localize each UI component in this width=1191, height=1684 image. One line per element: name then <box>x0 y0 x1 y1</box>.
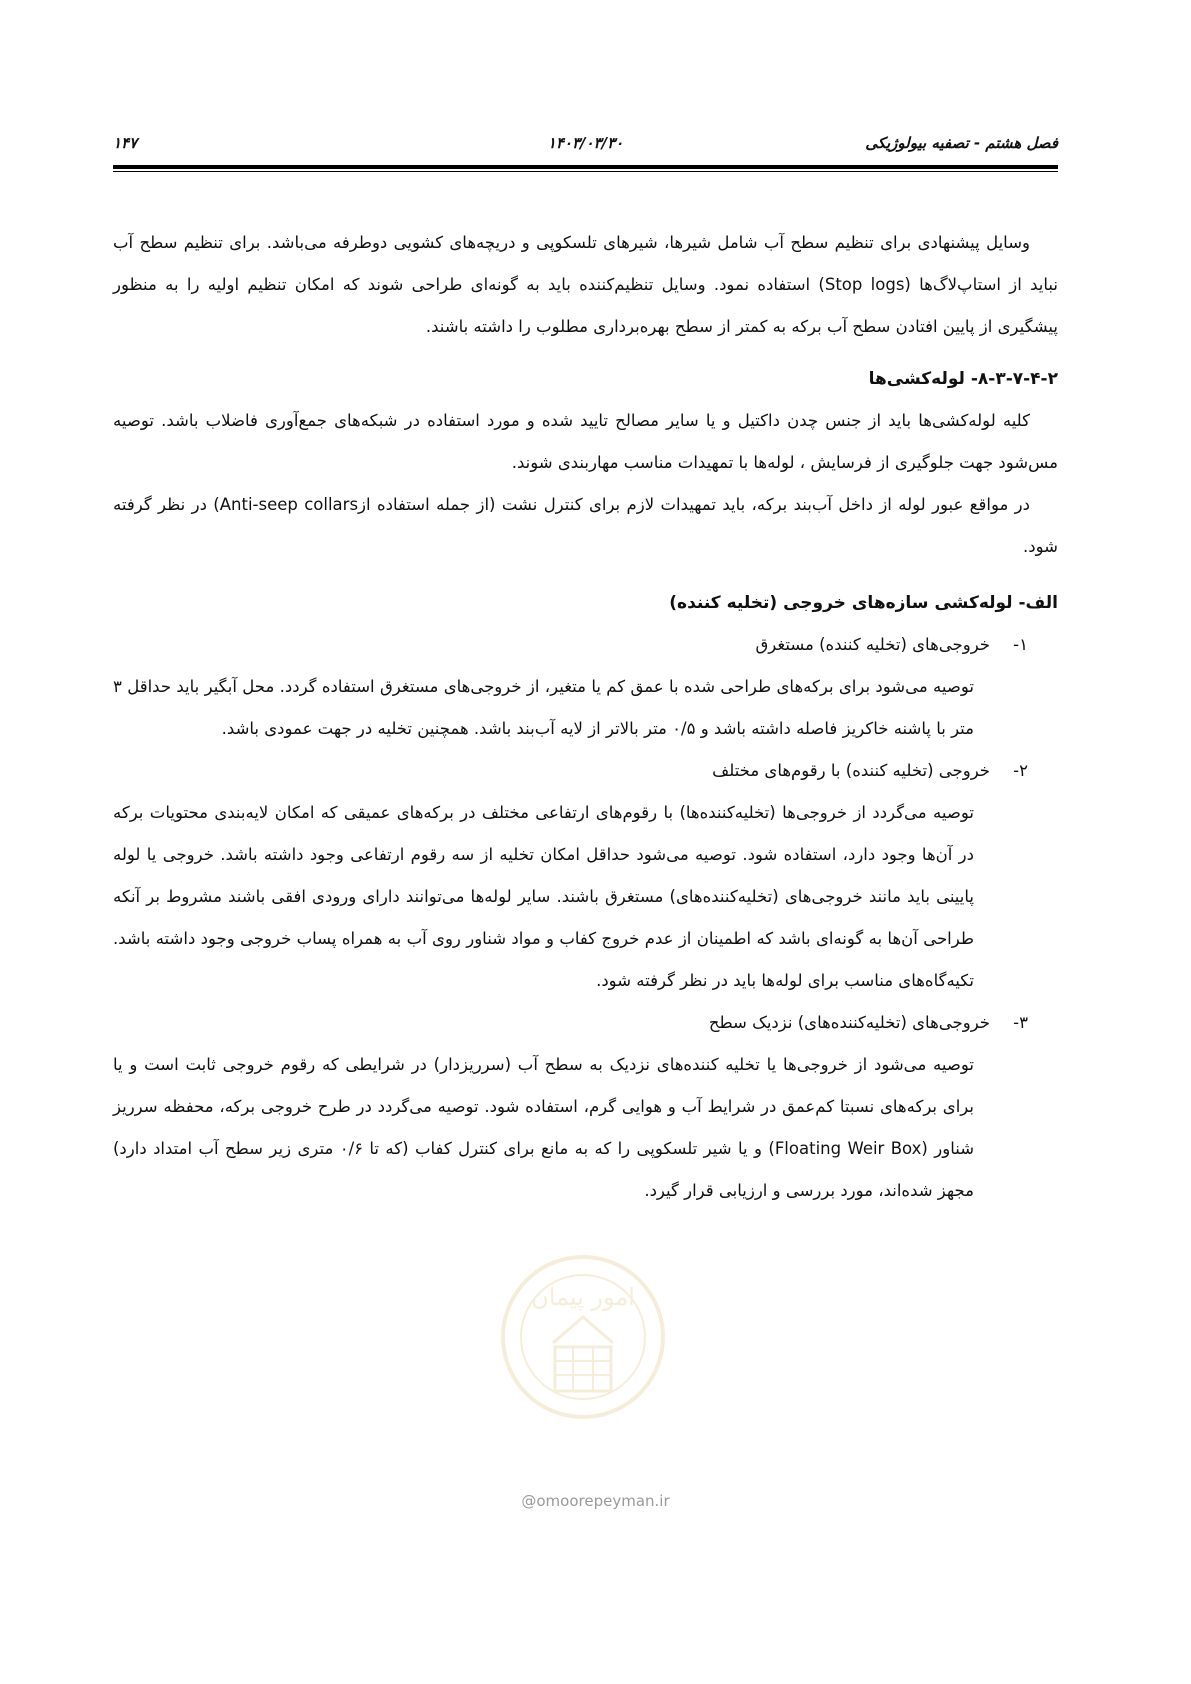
watermark-logo-text: امور پیمان <box>531 1283 635 1311</box>
chapter-title: فصل هشتم - تصفیه بیولوژیکی <box>865 134 1058 152</box>
list-item <box>113 1002 1058 1212</box>
list-item-title: خروجی‌های (تخلیه کننده) مستغرق <box>755 635 990 654</box>
list-item-number: ۱- <box>1013 635 1028 654</box>
list-item <box>113 624 1058 750</box>
section-paragraph-1: کلیه لوله‌کشی‌ها باید از جنس چدن داکتیل و یا سایر مصالح تایید شده و مورد استفاده در شبکه‌های جمع‌آوری فاضلاب باشد. توصیه مس‌شود جهت جلوگیری از فرسایش ، لوله‌ها با تمهیدات مناسب مهاربندی شوند. <box>113 411 1058 472</box>
subsection-heading: الف- لوله‌کشی سازه‌های خروجی (تخلیه کننده) <box>669 593 1058 613</box>
list-item-body: توصیه می‌شود از خروجی‌ها یا تخلیه کننده‌های نزدیک به سطح آب (سرریزدار) در شرایطی که رقوم خروجی ثابت است و یا برای برکه‌های نسبتا کم‌عمق در شرایط آب و هوایی گرم، استفاده شود. توصیه می‌گردد در طرح خروجی برکه، محفظه سرریز شناور (Floating Weir Box) و یا شیر تلسکوپی را که به مانع برای کنترل کفاب (که تا ۰/۶ متری زیر سطح آب امتداد دارد) مجهز شده‌اند، مورد بررسی و ارزیابی قرار گیرد. <box>113 1055 975 1200</box>
list-item <box>113 750 1058 1002</box>
page-body <box>113 222 1058 1212</box>
header-rule-thick <box>113 165 1058 169</box>
watermark-site: @omoorepeyman.ir <box>521 1492 670 1510</box>
list-item-body: توصیه می‌شود برای برکه‌های طراحی شده با عمق کم یا متغیر، از خروجی‌های مستغرق استفاده گردد. محل آبگیر باید حداقل ۳ متر با پاشنه خاکریز فاصله داشته باشد و ۰/۵ متر بالاتر از لایه آب‌بند باشد. همچنین تخلیه در جهت عمودی باشد. <box>113 677 974 738</box>
list-item-number: ۲- <box>1013 761 1028 780</box>
header-rule-thin <box>113 171 1058 172</box>
list-item-title: خروجی‌های (تخلیه‌کننده‌های) نزدیک سطح <box>708 1013 990 1032</box>
page-header <box>113 128 1058 158</box>
intro-paragraph: وسایل پیشنهادی برای تنظیم سطح آب شامل شیرها، شیرهای تلسکوپی و دریچه‌های کشویی دوطرفه می‌باشد. برای تنظیم سطح آب نباید از استاپ‌لاگ‌ها (Stop logs) استفاده نمود. وسایل تنظیم‌کننده باید به گونه‌ای طراحی شوند که امکان تنظیم اولیه را به منظور پیشگیری از پایین افتادن سطح آب برکه به کمتر از سطح بهره‌برداری مطلوب را داشته باشند. <box>113 233 1058 336</box>
list-item-title: خروجی (تخلیه کننده) با رقوم‌های مختلف <box>712 761 990 780</box>
page-number: ۱۴۷ <box>113 134 138 152</box>
header-date: ۱۴۰۳/۰۳/۳۰ <box>547 134 624 152</box>
section-heading: ۸-۳-۷-۴-۲- لوله‌کشی‌ها <box>868 369 1058 389</box>
list-item-body: توصیه می‌گردد از خروجی‌ها (تخلیه‌کننده‌ها) با رقوم‌های ارتفاعی مختلف در برکه‌های عمیقی که امکان لایه‌بندی محتویات برکه در آن‌ها وجود دارد، استفاده شود. توصیه می‌شود حداقل امکان تخلیه از سه رقوم ارتفاعی وجود داشته باشد. خروجی یا لوله پایینی باید مانند خروجی‌های (تخلیه‌کننده‌های) مستغرق باشند. سایر لوله‌ها می‌توانند دارای ورودی افقی باشند مشروط بر آنکه طراحی آن‌ها به گونه‌ای باشد که اطمینان از عدم خروج کفاب و مواد شناور روی آب به همراه پساب خروجی وجود داشته باشد. تکیه‌گاه‌های مناسب برای لوله‌ها باید در نظر گرفته شود. <box>113 803 974 990</box>
list-item-number: ۳- <box>1013 1013 1028 1032</box>
section-paragraph-2: در مواقع عبور لوله از داخل آب‌بند برکه، باید تمهیدات لازم برای کنترل نشت (از جمله استفاده از‌Anti-seep collars) در نظر گرفته شود. <box>113 495 1058 556</box>
watermark-logo <box>493 1247 673 1427</box>
